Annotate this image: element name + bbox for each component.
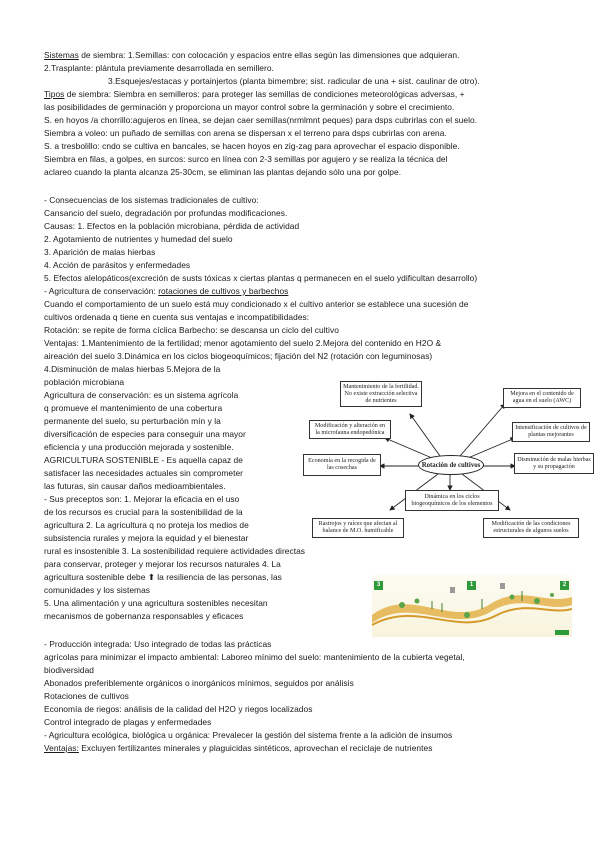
text-segment: Abonados preferiblemente orgánicos o inorgánicos mínimos, seguidos por análisis <box>44 678 354 688</box>
text-segment: S. en hoyos /a chorrillo:agujeros en línea, se dejan caer semillas(nrmlmnt peques) para dsps cubrirlas con el suelo. <box>44 115 478 125</box>
text-segment: 3.Esquejes/estacas y portainjertos (planta bimembre; sist. radicular de una + sist. caulinar de otro). <box>108 76 480 86</box>
text-segment: diversificación de especies para conseguir una mayor <box>44 429 246 439</box>
text-segment: permanente del suelo, su perturbación mín y la <box>44 416 221 426</box>
text-segment: para conservar, proteger y mejorar los recursos naturales 4. La <box>44 559 281 569</box>
text-line <box>44 260 190 271</box>
text-line <box>44 442 234 453</box>
text-line <box>44 494 239 505</box>
text-line <box>44 221 299 232</box>
text-line <box>44 717 211 728</box>
text-segment: Control integrado de plagas y enfermedades <box>44 717 212 727</box>
text-segment: Rotaciones de cultivos <box>44 691 129 701</box>
text-segment: población microbiana <box>44 377 125 387</box>
text-line <box>44 351 432 362</box>
text-line <box>108 76 480 87</box>
text-segment: las posibilidades de germinación y proporciona un mayor control sobre la germinación y sobre el crecimiento. <box>44 102 455 112</box>
text-line <box>44 585 150 596</box>
text-segment: mecanismos de gobernanza responsables y eficaces <box>44 611 244 621</box>
text-line <box>44 195 259 206</box>
text-line <box>44 598 268 609</box>
text-line <box>44 128 447 139</box>
text-segment: Causas: 1. Efectos en la población microbiana, pérdida de actividad <box>44 221 300 231</box>
text-segment: S. a tresbolillo: cndo se cultiva en bancales, se hacen hoyos en zig-zag para aprovechar el espacio disponible. <box>44 141 460 151</box>
text-segment: Cuando el comportamiento de un suelo está muy condicionado x el cultivo anterior se establece una sucesión de <box>44 299 469 309</box>
text-segment: aireación del suelo 3.Dinámica en los ciclos biogeoquímicos; fijación del N2 (rotación con leguminosas) <box>44 351 433 361</box>
crop-rotation-illustration <box>372 575 572 637</box>
text-segment: de siembra: 1.Semillas: con colocación y espacios entre ellas según las dimensiones que adquieran. <box>78 50 460 60</box>
text-line <box>44 743 432 754</box>
text-segment: 4.Disminución de malas hierbas 5.Mejora de la <box>44 364 221 374</box>
text-segment: de siembra: Siembra en semilleros: para proteger las semillas de condiciones meteorológicas adversas, + <box>64 89 465 99</box>
text-segment: - Producción integrada: Uso integrado de todas las prácticas <box>44 639 272 649</box>
text-segment: - Agricultura de conservación: <box>44 286 159 296</box>
text-line <box>44 559 281 570</box>
text-line <box>44 652 465 663</box>
text-line <box>44 208 287 219</box>
text-line <box>44 167 401 178</box>
text-segment: 2. Agotamiento de nutrientes y humedad del suelo <box>44 234 233 244</box>
diagram-box-soil-structure: Modificación de las condiciones estructurales de algunos suelos <box>483 518 579 538</box>
text-line <box>44 481 226 492</box>
underlined-text: Tipos <box>44 89 65 99</box>
text-segment: 5. Una alimentación y una agricultura sostenibles necesitan <box>44 598 268 608</box>
text-segment: - Agricultura ecológica, biológica u orgánica: Prevalecer la gestión del sistema frente a la adición de insumos <box>44 730 453 740</box>
text-segment: AGRICULTURA SOSTENIBLE - Es aquella capaz de <box>44 455 243 465</box>
text-segment: 5. Efectos alelopáticos(excreción de susts tóxicas x ciertas plantas q permanecen en el suelo ydificultan desarrollo) <box>44 273 478 283</box>
diagram-box-microfauna: Modificación y alteración en la microfauna endopedónica <box>309 420 391 439</box>
text-line <box>44 678 354 689</box>
illustration-badge-3: 3 <box>374 581 383 590</box>
text-line <box>44 546 305 557</box>
text-line <box>44 141 460 152</box>
text-line <box>44 639 271 650</box>
text-line <box>44 704 312 715</box>
underlined-text: rotaciones de cultivos y barbechos <box>158 286 289 296</box>
text-line <box>44 63 274 74</box>
text-segment: - Consecuencias de los sistemas tradicionales de cultivo: <box>44 195 259 205</box>
text-line <box>44 429 246 440</box>
text-line <box>44 286 288 297</box>
text-line <box>44 390 238 401</box>
text-segment: q promueve el mantenimiento de una cobertura <box>44 403 223 413</box>
illustration-badge-2: 2 <box>560 581 569 590</box>
text-segment: cultivos ordenada q tiene en cuenta sus ventajas e incompatibilidades: <box>44 312 310 322</box>
diagram-box-intensification: Intensificación de cultivos de plantas mejorantes <box>512 422 590 442</box>
text-line <box>44 572 282 583</box>
text-line <box>44 299 468 310</box>
text-line <box>44 115 477 126</box>
text-segment: agricultura 2. La agricultura q no proteja los medios de <box>44 520 249 530</box>
diagram-box-fertility: Mantenimiento de la fertilidad. No existe extracción selectiva de nutrientes <box>340 381 422 407</box>
text-segment: - Sus preceptos son: 1. Mejorar la eficacia en el uso <box>44 494 240 504</box>
underlined-text: Sistemas <box>44 50 79 60</box>
text-line <box>44 273 477 284</box>
diagram-box-harvest-economy: Economía en la recogida de las cosechas <box>303 454 381 476</box>
text-segment: Economía de riegos: análisis de la calidad del H2O y riegos localizados <box>44 704 313 714</box>
text-line <box>44 312 309 323</box>
text-segment: Ventajas: 1.Mantenimiento de la fertilidad; menor agotamiento del suelo 2.Mejora del contenido en H2O & <box>44 338 442 348</box>
text-line <box>44 533 248 544</box>
text-line <box>44 247 155 258</box>
text-line <box>44 403 222 414</box>
text-segment: eficiencia y una producción mejorada y sostenible. <box>44 442 234 452</box>
text-segment: Cansancio del suelo, degradación por profundas modificaciones. <box>44 208 288 218</box>
text-segment: Siembra en filas, a golpes, en surcos: surco en línea con 2-3 semillas por agujero y se realiza la técnica del <box>44 154 448 164</box>
text-segment: comunidades y los sistemas <box>44 585 151 595</box>
diagram-box-stubble: Rastrojos y raíces que afectan al balance de M.O. humificable <box>312 518 404 538</box>
text-line <box>44 50 460 61</box>
text-segment: 2.Trasplante: plántula previamente desarrollada en semillero. <box>44 63 274 73</box>
text-line <box>44 154 448 165</box>
text-segment: de los recursos es crucial para la sostenibilidad de la <box>44 507 243 517</box>
text-line <box>44 89 465 100</box>
underlined-text: Ventajas: <box>44 743 79 753</box>
text-segment: biodiversidad <box>44 665 95 675</box>
text-line <box>44 416 221 427</box>
diagram-box-water-content: Mejora en el contenido de agua en el suelo (AWC) <box>503 388 581 408</box>
crop-rotation-diagram <box>300 378 598 553</box>
text-line <box>44 665 94 676</box>
diagram-box-weeds: Disminución de malas hierbas y su propagación <box>514 453 594 474</box>
text-line <box>44 377 124 388</box>
text-line <box>44 730 452 741</box>
text-line <box>44 611 243 622</box>
text-segment: rural es insostenible 3. La sostenibilidad requiere actividades directas <box>44 546 306 556</box>
text-line <box>44 520 249 531</box>
text-segment: agrícolas para minimizar el impacto ambiental: Laboreo mínimo del suelo: mantenimiento de la cubierta vegetal, <box>44 652 465 662</box>
text-segment: Agricultura de conservación: es un sistema agrícola <box>44 390 239 400</box>
text-segment: 4. Acción de parásitos y enfermedades <box>44 260 191 270</box>
text-segment: aclareo cuando la planta alcanza 25-30cm, se eliminan las plantas dejando sólo una por golpe. <box>44 167 402 177</box>
text-segment: las futuras, sin causar daños medioambientales. <box>44 481 226 491</box>
text-line <box>44 455 243 466</box>
text-line <box>44 234 233 245</box>
text-segment: agricultura sostenible debe ⬆ la resiliencia de las personas, las <box>44 572 282 582</box>
text-line <box>44 102 454 113</box>
text-line <box>44 325 339 336</box>
text-line <box>44 364 220 375</box>
text-line <box>44 691 129 702</box>
text-segment: Siembra a voleo: un puñado de semillas con arena se dispersan x el terreno para dsps cubrirlas con arena. <box>44 128 447 138</box>
diagram-center-node: Rotación de cultivos <box>418 455 484 475</box>
text-segment: Excluyen fertilizantes minerales y plaguicidas sintéticos, aprovechan el reciclaje de nutrientes <box>78 743 433 753</box>
text-line <box>44 507 243 518</box>
text-segment: satisfacer las necesidades actuales sin comprometer <box>44 468 243 478</box>
text-line <box>44 468 243 479</box>
text-segment: 3. Aparición de malas hierbas <box>44 247 156 257</box>
text-segment: subsistencia rurales y mejora la equidad y el bienestar <box>44 533 249 543</box>
illustration-badge-1: 1 <box>467 581 476 590</box>
text-line <box>44 338 441 349</box>
text-segment: Rotación: se repite de forma cíclica Barbecho: se descansa un ciclo del cultivo <box>44 325 339 335</box>
diagram-box-biogeochemical: Dinámica en los ciclos biogeoquímicos de los elementos <box>405 490 499 511</box>
